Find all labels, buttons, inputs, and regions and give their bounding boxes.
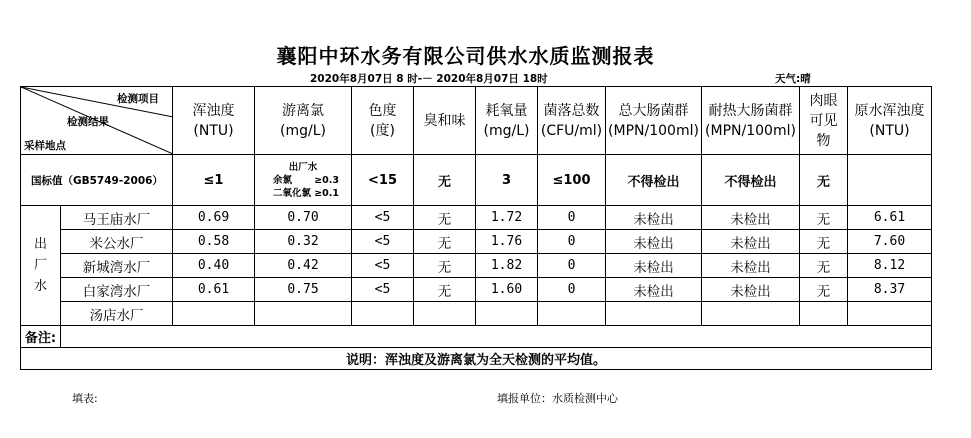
cell-turbidity: 0.40	[173, 254, 255, 278]
cell-coliform: 未检出	[606, 254, 702, 278]
standard-label: 国标值（GB5749-2006）	[21, 155, 173, 206]
col-raw-turbidity: 原水浑浊度 (NTU)	[848, 87, 932, 155]
std-color: <15	[352, 155, 414, 206]
std-colony: ≤100	[538, 155, 606, 206]
cell-colony: 0	[538, 278, 606, 302]
cell-visible: 无	[800, 254, 848, 278]
cell-color: <5	[352, 230, 414, 254]
plant-name: 白家湾水厂	[61, 278, 173, 302]
outlet-water-label: 出 厂 水	[21, 206, 61, 326]
cell-thermo-coliform	[702, 302, 800, 326]
table-row	[21, 278, 932, 302]
cell-raw-turbidity: 6.61	[848, 206, 932, 230]
col-thermo-coliform: 耐热大肠菌群 (MPN/100ml)	[702, 87, 800, 155]
cell-turbidity: 0.61	[173, 278, 255, 302]
cell-odor	[414, 302, 476, 326]
std-raw-turbidity	[848, 155, 932, 206]
note-row	[21, 348, 932, 370]
cell-turbidity	[173, 302, 255, 326]
cell-thermo-coliform: 未检出	[702, 254, 800, 278]
water-quality-table	[20, 86, 932, 370]
weather: 天气:晴	[775, 73, 811, 85]
std-odor: 无	[414, 155, 476, 206]
col-cod: 耗氧量 (mg/L)	[476, 87, 538, 155]
cell-colony	[538, 302, 606, 326]
cell-visible	[800, 302, 848, 326]
std-chlorine: 出厂水 余氯 ≥0.3 二氧化氯 ≥0.1	[255, 155, 352, 206]
cell-odor: 无	[414, 206, 476, 230]
cell-coliform: 未检出	[606, 278, 702, 302]
col-odor: 臭和味	[414, 87, 476, 155]
reporting-unit: 填报单位：水质检测中心	[497, 392, 618, 405]
cell-visible: 无	[800, 206, 848, 230]
plant-name: 新城湾水厂	[61, 254, 173, 278]
std-visible: 无	[800, 155, 848, 206]
cell-color: <5	[352, 254, 414, 278]
cell-odor: 无	[414, 230, 476, 254]
diag-result-label: 检测结果	[67, 116, 109, 128]
standard-row	[21, 155, 932, 206]
std-cod: 3	[476, 155, 538, 206]
cell-chlorine: 0.70	[255, 206, 352, 230]
col-visible: 肉眼 可见 物	[800, 87, 848, 155]
filler-label: 填表:	[72, 392, 98, 405]
cell-cod: 1.82	[476, 254, 538, 278]
cell-colony: 0	[538, 254, 606, 278]
cell-chlorine: 0.32	[255, 230, 352, 254]
cell-raw-turbidity: 8.37	[848, 278, 932, 302]
report-title: 襄阳中环水务有限公司供水水质监测报表	[276, 44, 655, 68]
cell-chlorine	[255, 302, 352, 326]
diagonal-header-cell	[21, 87, 173, 155]
cell-raw-turbidity	[848, 302, 932, 326]
cell-turbidity: 0.69	[173, 206, 255, 230]
header-row	[21, 87, 932, 155]
cell-chlorine: 0.42	[255, 254, 352, 278]
table-row	[21, 254, 932, 278]
plant-name: 马王庙水厂	[61, 206, 173, 230]
cell-cod	[476, 302, 538, 326]
plant-name: 米公水厂	[61, 230, 173, 254]
col-color: 色度 (度)	[352, 87, 414, 155]
remarks-row	[21, 326, 932, 348]
cell-raw-turbidity: 8.12	[848, 254, 932, 278]
cell-colony: 0	[538, 230, 606, 254]
col-turbidity: 浑浊度 (NTU)	[173, 87, 255, 155]
cell-cod: 1.60	[476, 278, 538, 302]
cell-thermo-coliform: 未检出	[702, 278, 800, 302]
cell-turbidity: 0.58	[173, 230, 255, 254]
diag-item-label: 检测项目	[117, 93, 159, 105]
cell-raw-turbidity: 7.60	[848, 230, 932, 254]
col-coliform: 总大肠菌群 (MPN/100ml)	[606, 87, 702, 155]
cell-thermo-coliform: 未检出	[702, 230, 800, 254]
cell-color	[352, 302, 414, 326]
table-row	[21, 230, 932, 254]
remarks-value	[61, 326, 932, 348]
table-row	[21, 206, 932, 230]
std-coliform: 不得检出	[606, 155, 702, 206]
cell-visible: 无	[800, 278, 848, 302]
cell-chlorine: 0.75	[255, 278, 352, 302]
cell-cod: 1.72	[476, 206, 538, 230]
cell-cod: 1.76	[476, 230, 538, 254]
table-row	[21, 302, 932, 326]
std-turbidity: ≤1	[173, 155, 255, 206]
note-text: 说明：浑浊度及游离氯为全天检测的平均值。	[21, 348, 932, 370]
cell-coliform: 未检出	[606, 206, 702, 230]
cell-coliform	[606, 302, 702, 326]
cell-color: <5	[352, 278, 414, 302]
plant-name: 汤店水厂	[61, 302, 173, 326]
col-free-chlorine: 游离氯 (mg/L)	[255, 87, 352, 155]
cell-odor: 无	[414, 254, 476, 278]
cell-colony: 0	[538, 206, 606, 230]
cell-color: <5	[352, 206, 414, 230]
remarks-label: 备注:	[21, 326, 61, 348]
cell-thermo-coliform: 未检出	[702, 206, 800, 230]
report-time-range: 2020年8月07日 8 时-－ 2020年8月07日 18时	[310, 73, 548, 85]
cell-coliform: 未检出	[606, 230, 702, 254]
diag-site-label: 采样地点	[24, 140, 66, 152]
cell-odor: 无	[414, 278, 476, 302]
col-colony: 菌落总数 (CFU/ml)	[538, 87, 606, 155]
std-thermo-coliform: 不得检出	[702, 155, 800, 206]
cell-visible: 无	[800, 230, 848, 254]
